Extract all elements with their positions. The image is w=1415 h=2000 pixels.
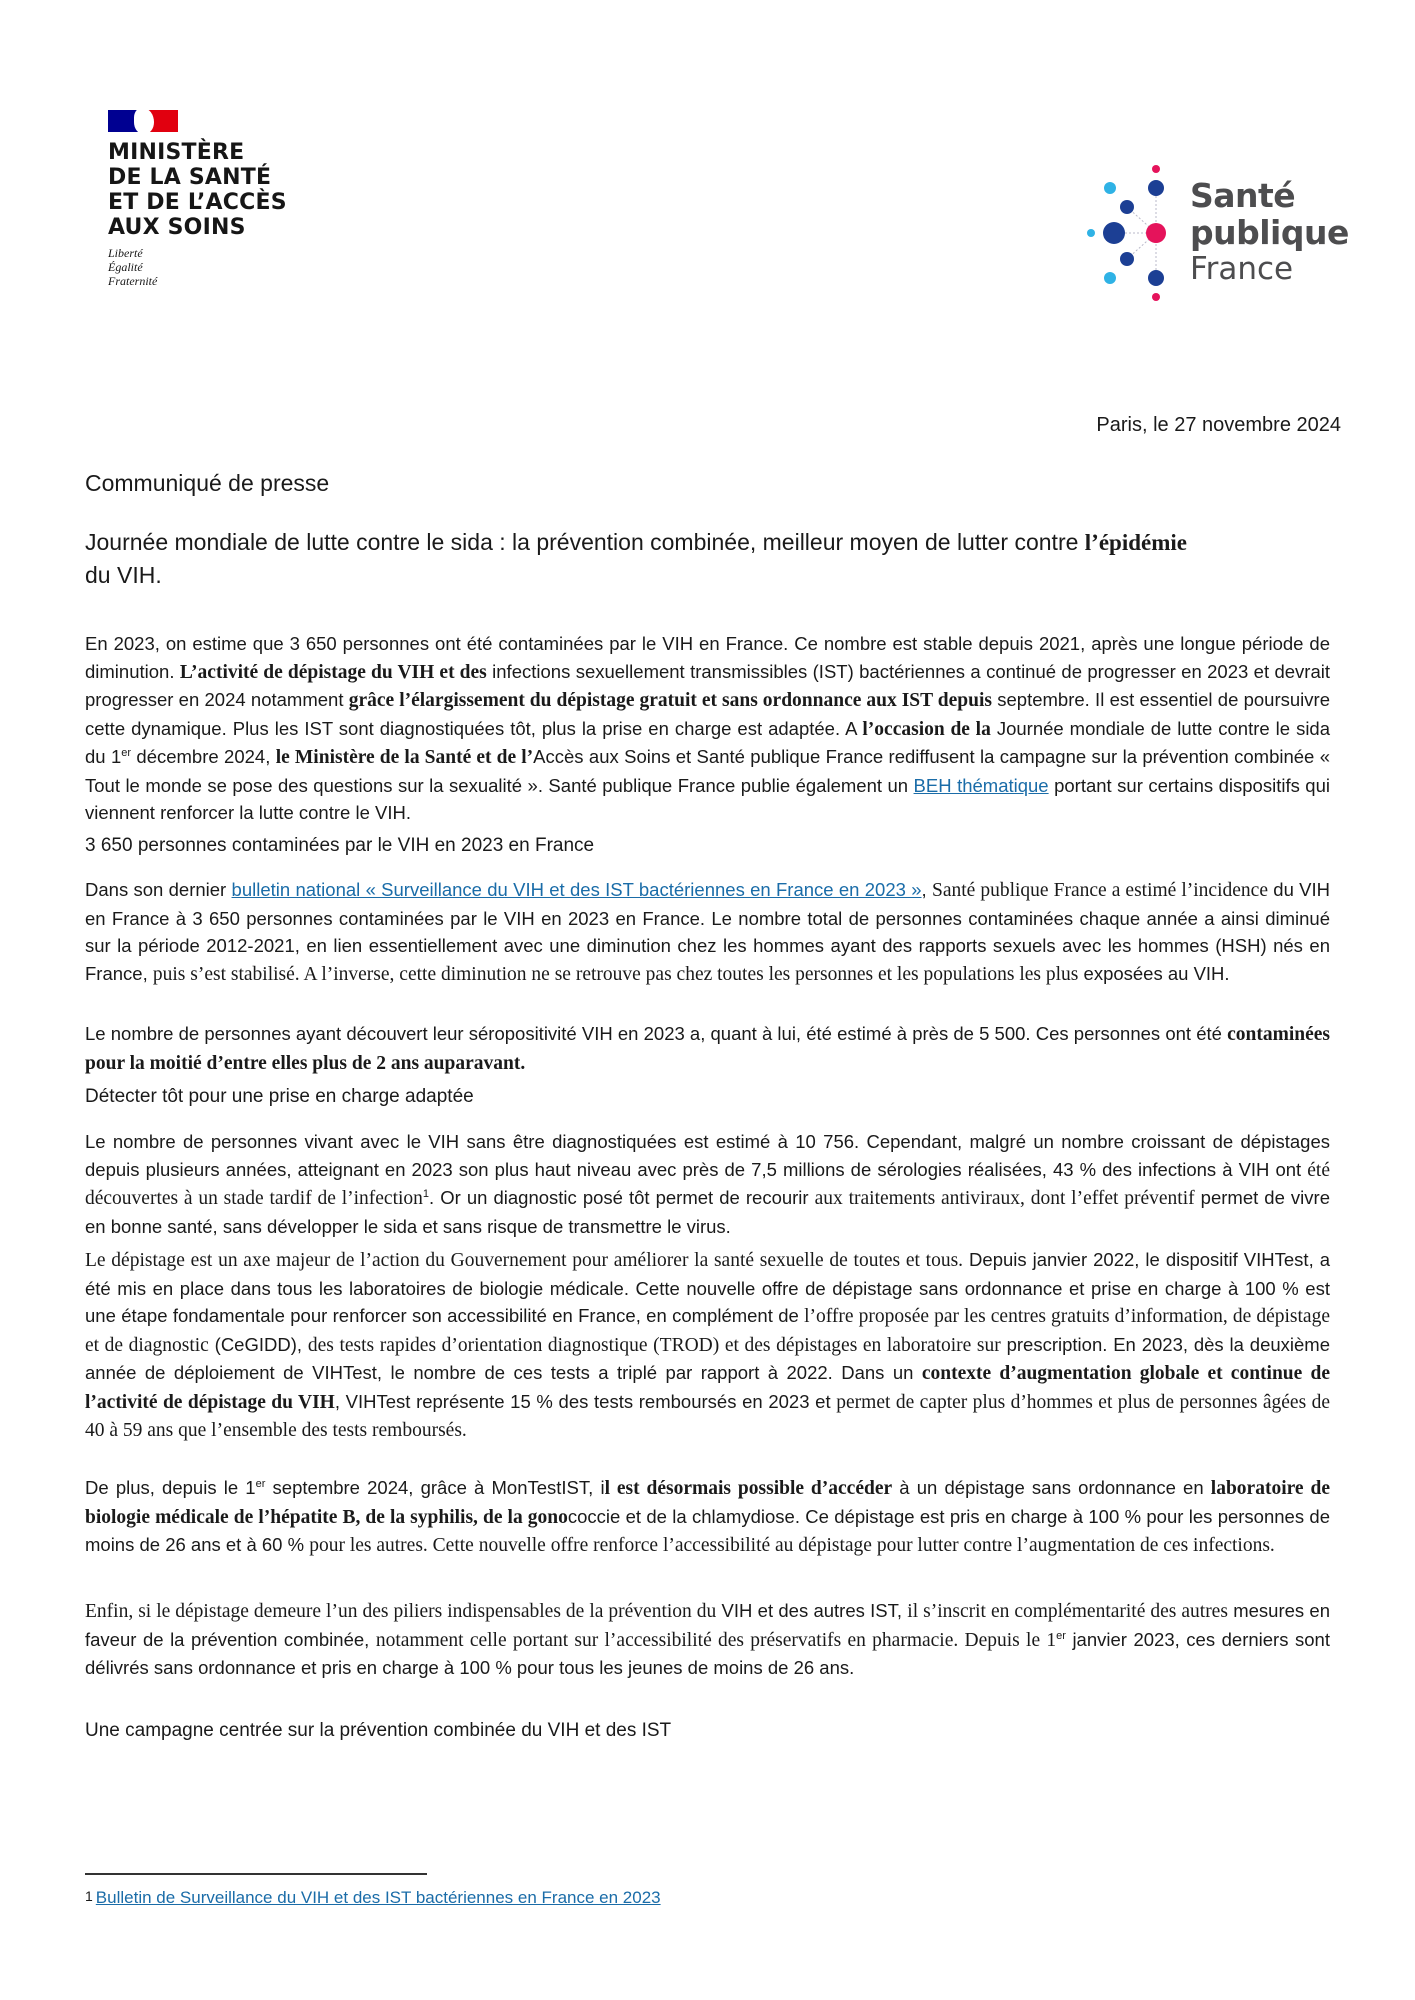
document-type: Communiqué de presse [85,470,330,496]
ministry-logo [108,108,308,288]
footnote-bulletin-link[interactable]: Bulletin de Surveillance du VIH et des IST bactériennes en France en 2023 [95,1888,661,1907]
undiagnosed-paragraph: Le nombre de personnes vivant avec le VIH sans être diagnostiquées est estimé à 10 756. Cependant, malgré un nombre croissant de dépistages depuis plusieurs années, atteignant en 2023 son plus haut niveau avec près de 7,5 millions de sérologies réalisées, 43 % des infections à VIH ont été découvertes à un stade tardif de l’infection$^1$. Or un diagnostic posé tôt permet de recourir aux traitements antiviraux, dont l’effet préventif permet de vivre en bonne santé, sans développer le sida et sans risque de transmettre le virus. [85,1131,1330,1237]
sante-publique-france-logo [1083,163,1349,303]
ministry-name: MINISTÈRE DE LA SANTÉ ET DE L’ACCÈS AUX SOINS [108,140,287,240]
section-title-incidence: 3 650 personnes contaminées par le VIH en 2023 en France [85,835,595,856]
intro-paragraph: En 2023, on estime que 3 650 personnes ont été contaminées par le VIH en France. Ce nombre est stable depuis 2021, après une longue période de diminution. L’activité de dépistage du VIH et des infections sexuellement transmissibles (IST) bactériennes a continué de progresser en 2023 et devrait progresser en 2024 notamment grâce l’élargissement du dépistage gratuit et sans ordonnance aux IST depuis septembre. Il est essentiel de poursuivre cette dynamique. Plus les IST sont diagnostiquées tôt, plus la prise en charge est adaptée. A l’occasion de la Journée mondiale de lutte contre le sida du 1er décembre 2024, le Ministère de la Santé et de l’Accès aux Soins et Santé publique France rediffusent la campagne sur la prévention combinée « Tout le monde se pose des questions sur la sexualité ». Santé publique France publie également un BEH thématique portant sur certains dispositifs qui viennent renforcer la lutte contre le VIH. [85,633,1331,823]
seropositivity-paragraph: Le nombre de personnes ayant découvert leur séropositivité VIH en 2023 a, quant à lui, été estimé à près de 5 500. Ces personnes ont été contaminées pour la moitié d’entre elles plus de 2 ans auparavant. [85,1023,1330,1074]
incidence-paragraph: Dans son dernier bulletin national « Surveillance du VIH et des IST bactériennes en France en 2023 », Santé publique France a estimé l’incidence du VIH en France à 3 650 personnes contaminées par le VIH en 2023 en France. Le nombre total de personnes contaminées chaque année a ainsi diminué sur la période 2012-2021, en lien essentiellement avec une diminution chez les hommes ayant des rapports sexuels avec les hommes (HSH) nés en France, puis s’est stabilisé. A l’inverse, cette diminution ne se retrouve pas chez toutes les personnes et les populations les plus exposées au VIH. [85,879,1331,985]
condoms-paragraph: Enfin, si le dépistage demeure l’un des piliers indispensables de la prévention du VIH et des autres IST, il s’inscrit en complémentarité des autres mesures en faveur de la prévention combinée, notamment celle portant sur l’accessibilité des préservatifs en pharmacie. Depuis le 1er janvier 2023, ces derniers sont délivrés sans ordonnance et pris en charge à 100 % pour tous les jeunes de moins de 26 ans. [85,1600,1330,1678]
montestist-paragraph: De plus, depuis le 1er septembre 2024, grâce à MonTestIST, il est désormais possible d’accéder à un dépistage sans ordonnance en laboratoire de biologie médicale de l’hépatite B, de la syphilis, de la gonococcie et de la chlamydiose. Ce dépistage est pris en charge à 100 % pour les personnes de moins de 26 ans et à 60 % pour les autres. Cette nouvelle offre renforce l’accessibilité au dépistage pour lutter contre l’augmentation de ces infections. [85,1477,1330,1556]
page-title: Journée mondiale de lutte contre le sida : la prévention combinée, meilleur moyen de lutter contre l’épidémie du VIH. [85,529,1187,588]
marianne-flag-icon [108,108,178,134]
section-title-campaign: Une campagne centrée sur la prévention combinée du VIH et des IST [85,1720,672,1741]
footnote-divider [85,1873,427,1875]
press-release-date: Paris, le 27 novembre 2024 [1096,414,1341,436]
footnote-ref[interactable]: 1 [422,1187,430,1200]
molecule-icon [1083,163,1193,303]
section-title-early-detection: Détecter tôt pour une prise en charge adaptée [85,1086,474,1107]
spf-wordmark: Santé publique France [1190,176,1349,287]
beh-thematique-link[interactable]: BEH thématique [913,774,1049,796]
vihtest-paragraph: Le dépistage est un axe majeur de l’action du Gouvernement pour améliorer la santé sexuelle de toutes et tous. Depuis janvier 2022, le dispositif VIHTest, a été mis en place dans tous les laboratoires de biologie médicale. Cette nouvelle offre de dépistage sans ordonnance et prise en charge à 100 % est une étape fondamentale pour renforcer son accessibilité en France, en complément de l’offre proposée par les centres gratuits d’information, de dépistage et de diagnostic (CeGIDD), des tests rapides d’orientation diagnostique (TROD) et des dépistages en laboratoire sur prescription. En 2023, dès la deuxième année de déploiement de VIHTest, le nombre de ces tests a triplé par rapport à 2022. Dans un contexte d’augmentation globale et continue de l’activité de dépistage du VIH, VIHTest représente 15 % des tests remboursés en 2023 et permet de capter plus d’hommes et plus de personnes âgées de 40 à 59 ans que l’ensemble des tests remboursés. [85,1249,1330,1441]
footnote-number: 1 [85,1888,93,1904]
footnote [85,1888,661,1908]
republic-motto: Liberté Égalité Fraternité [108,246,158,288]
bulletin-national-link[interactable]: bulletin national « Surveillance du VIH et des IST bactériennes en France en 2023 » [231,879,922,900]
